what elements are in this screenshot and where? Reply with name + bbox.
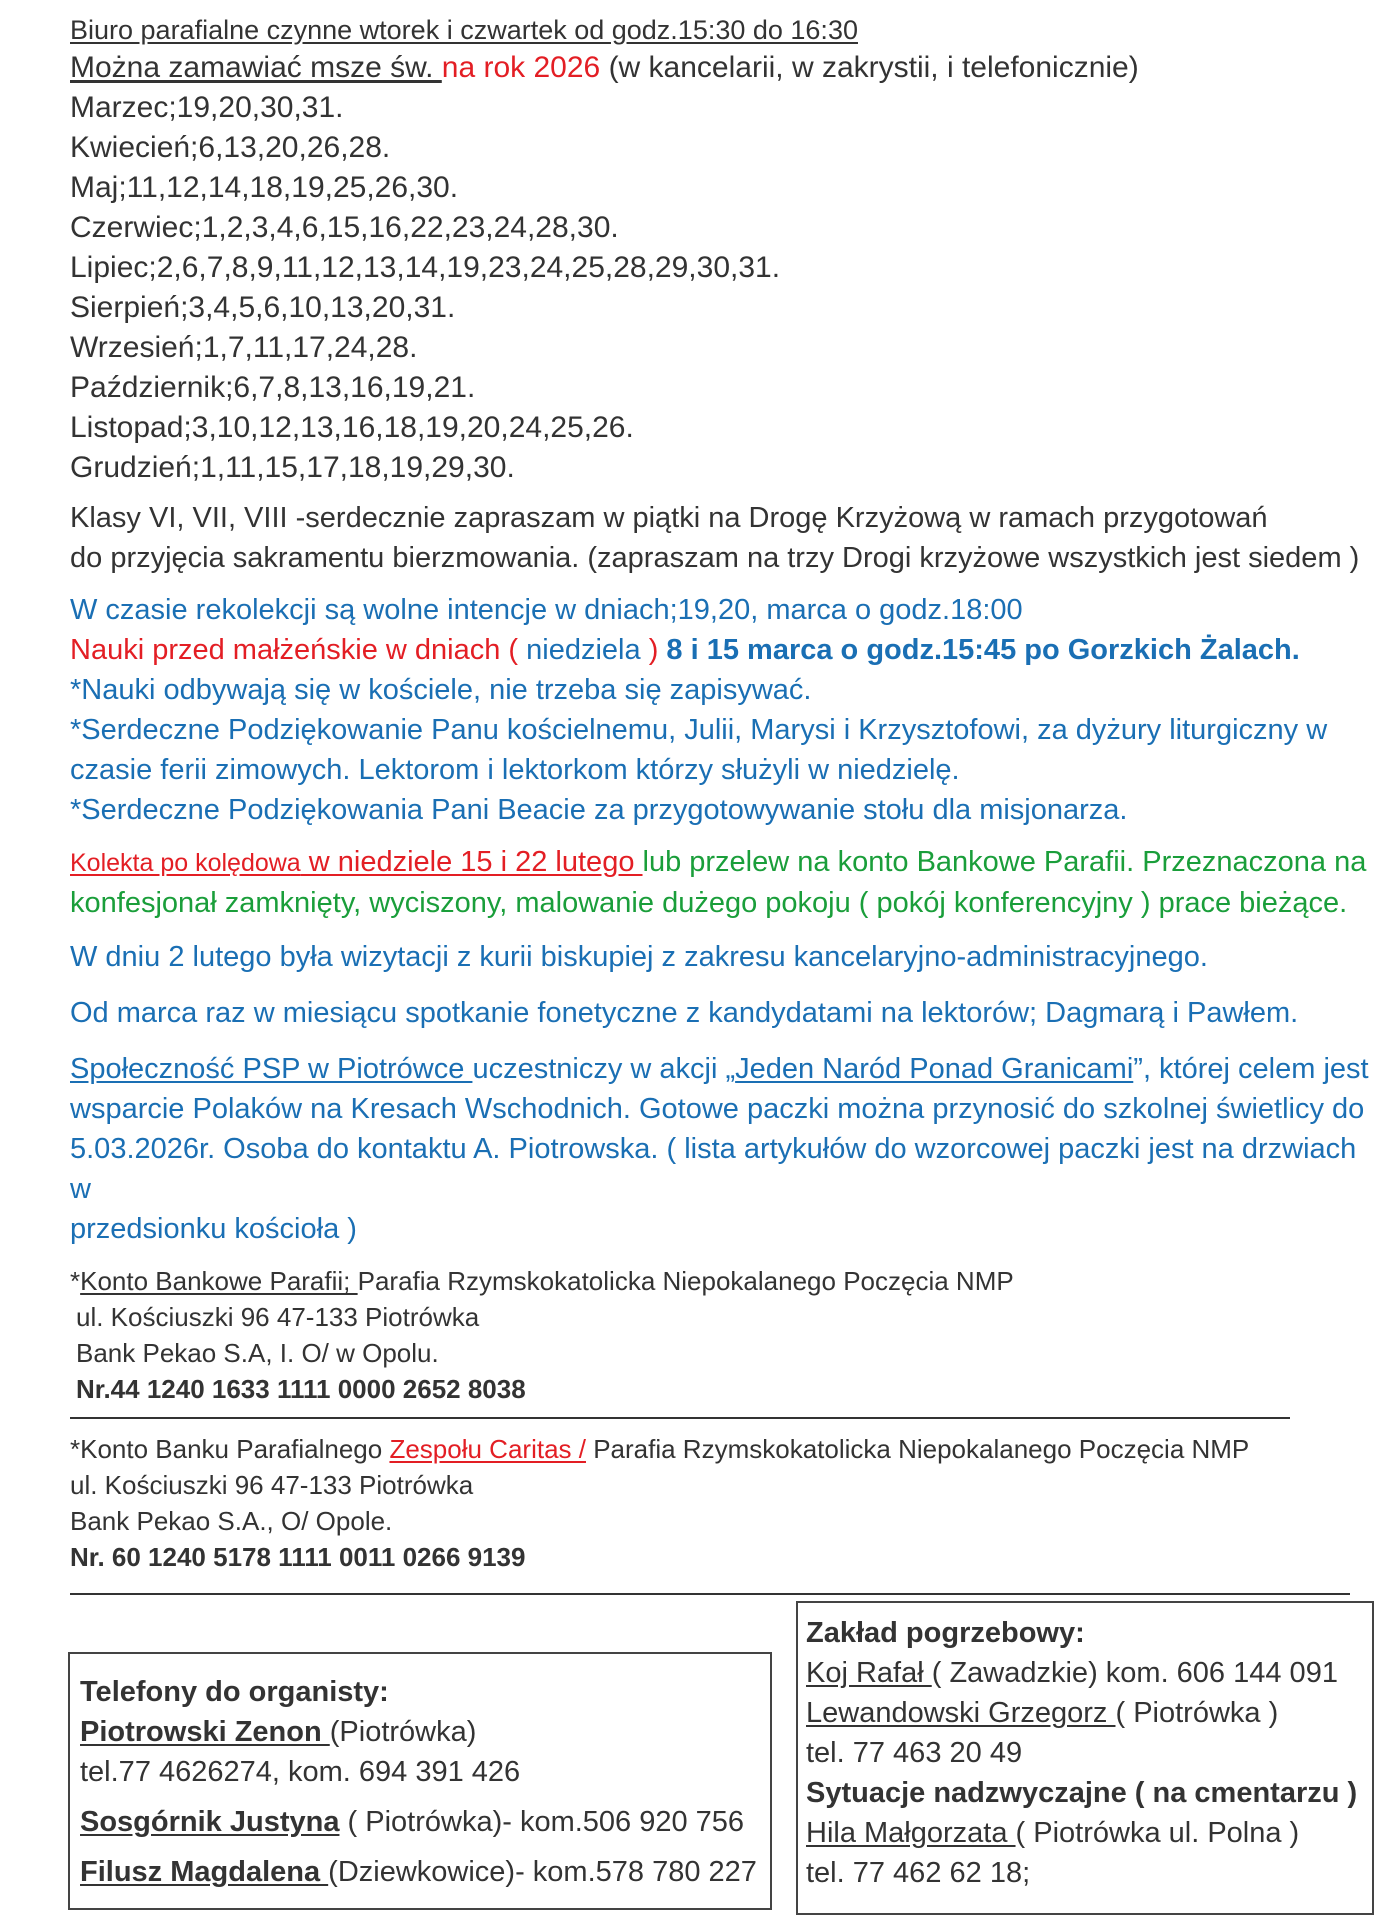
account-bank: Bank Pekao S.A, I. O/ w Opolu. bbox=[76, 1338, 439, 1368]
emergency-heading: Sytuacje nadzwyczajne ( na cmentarzu ) bbox=[806, 1777, 1358, 1809]
contact-place: ( Piotrówka ul. Polna ) bbox=[1015, 1817, 1300, 1849]
month-line: Czerwiec;1,2,3,4,6,15,16,22,23,24,28,30. bbox=[70, 211, 619, 244]
stations-of-cross-notice bbox=[70, 498, 1370, 578]
months-list bbox=[70, 88, 1370, 488]
month-line: Październik;6,7,8,13,16,19,21. bbox=[70, 371, 476, 404]
month-line: Lipiec;2,6,7,8,9,11,12,13,14,19,23,24,25,28,29,30,31. bbox=[70, 251, 781, 284]
contact-place: ( Piotrówka ) bbox=[1115, 1697, 1279, 1729]
funeral-box-title: Zakład pogrzebowy: bbox=[806, 1617, 1085, 1649]
mass-orders-label: Można zamawiać msze św. bbox=[70, 51, 442, 84]
psp-charity-notice bbox=[70, 1049, 1370, 1249]
notice-line: do przyjęcia sakramentu bierzmowania. (zapraszam na trzy Drogi krzyżowe wszystkich jest siedem ) bbox=[70, 542, 1360, 574]
collection-text: lub przelew na konto Bankowe Parafii. Przeznaczona na bbox=[642, 846, 1367, 878]
psp-school-link[interactable]: Społeczność PSP w Piotrówce bbox=[70, 1053, 473, 1085]
psp-text: ”, której celem jest bbox=[1133, 1053, 1369, 1085]
collection-dates: w niedziele 15 i 22 lutego bbox=[300, 846, 643, 878]
divider bbox=[70, 1593, 1350, 1595]
account-name: Parafia Rzymskokatolicka Niepokalanego Poczęcia NMP bbox=[585, 1434, 1250, 1464]
contact-name: Filusz Magdalena bbox=[80, 1856, 329, 1888]
bulletin-page bbox=[70, 12, 1370, 1595]
contact-phone: ( Zawadzkie) kom. 606 144 091 bbox=[931, 1657, 1338, 1689]
month-line: Marzec;19,20,30,31. bbox=[70, 91, 344, 124]
thanks-line: czasie ferii zimowych. Lektorom i lektorkom którzy służyli w niedzielę. bbox=[70, 754, 960, 786]
contact-name: Sosgórnik Justyna bbox=[80, 1806, 340, 1838]
office-hours: Biuro parafialne czynne wtorek i czwartek od godz.15:30 do 16:30 bbox=[70, 15, 858, 45]
psp-line: wsparcie Polaków na Kresach Wschodnich. Gotowe paczki można przynosić do szkolnej świetlicy do bbox=[70, 1093, 1365, 1125]
account-number: Nr. 60 1240 5178 1111 0011 0266 9139 bbox=[70, 1542, 526, 1572]
account-prefix: *Konto Banku Parafialnego bbox=[70, 1434, 390, 1464]
contact-phone: tel. 77 463 20 49 bbox=[806, 1737, 1023, 1769]
marriage-prep-text: Nauki przed małżeńskie w dniach ( bbox=[70, 634, 527, 666]
mass-orders-where: (w kancelarii, w zakrystii, i telefonicznie) bbox=[600, 51, 1139, 84]
contact-phone: ( Piotrówka)- kom.506 920 756 bbox=[339, 1806, 745, 1838]
month-line: Kwiecień;6,13,20,26,28. bbox=[70, 131, 391, 164]
collection-label: Kolekta po kolędowa bbox=[70, 849, 301, 877]
collection-notice bbox=[70, 842, 1370, 923]
organist-box-title: Telefony do organisty: bbox=[80, 1676, 389, 1708]
contact-phone: (Dziewkowice)- kom.578 780 227 bbox=[328, 1856, 757, 1888]
mass-orders-year: na rok 2026 bbox=[441, 51, 601, 84]
contact-name: Lewandowski Grzegorz bbox=[806, 1697, 1116, 1729]
collection-purpose: konfesjonał zamknięty, wyciszony, malowanie dużego pokoju ( pokój konferencyjny ) prace bieżące. bbox=[70, 887, 1348, 919]
contact-phone: tel. 77 462 62 18; bbox=[806, 1857, 1031, 1889]
visitation-notice: W dniu 2 lutego była wizytacji z kurii biskupiej z zakresu kancelaryjno-administracyjnego. bbox=[70, 941, 1208, 973]
account-address: ul. Kościuszki 96 47-133 Piotrówka bbox=[76, 1302, 480, 1332]
contact-name: Piotrowski Zenon bbox=[80, 1716, 330, 1748]
contact-place: (Piotrówka) bbox=[329, 1716, 477, 1748]
mass-orders bbox=[70, 48, 1370, 88]
account-address: ul. Kościuszki 96 47-133 Piotrówka bbox=[70, 1470, 474, 1500]
contact-name: Koj Rafał bbox=[806, 1657, 932, 1689]
month-line: Listopad;3,10,12,13,16,18,19,20,24,25,26. bbox=[70, 411, 634, 444]
contact-phone: tel.77 4626274, kom. 694 391 426 bbox=[80, 1756, 521, 1788]
month-line: Sierpień;3,4,5,6,10,13,20,31. bbox=[70, 291, 456, 324]
marriage-prep-text: ) bbox=[640, 634, 667, 666]
parish-bank-account bbox=[70, 1263, 1370, 1407]
account-number: Nr.44 1240 1633 1111 0000 2652 8038 bbox=[76, 1374, 526, 1404]
retreat-notices bbox=[70, 590, 1370, 830]
psp-text: uczestniczy w akcji „ bbox=[472, 1053, 736, 1085]
month-line: Maj;11,12,14,18,19,25,26,30. bbox=[70, 171, 459, 204]
thanks-line: *Serdeczne Podziękowanie Panu kościelnemu, Julii, Marysi i Krzysztofowi, za dyżury liturgiczny w bbox=[70, 714, 1328, 746]
marriage-prep bbox=[70, 630, 1370, 670]
retreat-intentions: W czasie rekolekcji są wolne intencje w dniach;19,20, marca o godz.18:00 bbox=[70, 594, 1023, 626]
account-bank: Bank Pekao S.A., O/ Opole. bbox=[70, 1506, 393, 1536]
thanks-line: *Serdeczne Podziękowania Pani Beacie za przygotowywanie stołu dla misjonarza. bbox=[70, 794, 1128, 826]
contact-name: Hila Małgorzata bbox=[806, 1817, 1016, 1849]
marriage-prep-note: *Nauki odbywają się w kościele, nie trzeba się zapisywać. bbox=[70, 674, 812, 706]
caritas-label: Zespołu Caritas / bbox=[389, 1434, 586, 1464]
divider bbox=[70, 1417, 1290, 1419]
caritas-bank-account bbox=[70, 1431, 1370, 1575]
month-line: Wrzesień;1,7,11,17,24,28. bbox=[70, 331, 418, 364]
marriage-prep-day: niedziela bbox=[526, 634, 641, 666]
month-line: Grudzień;1,11,15,17,18,19,29,30. bbox=[70, 451, 515, 484]
psp-campaign-link[interactable]: Jeden Naród Ponad Granicami bbox=[735, 1053, 1134, 1085]
account-prefix: * bbox=[70, 1266, 81, 1296]
psp-line: 5.03.2026r. Osoba do kontaktu A. Piotrowska. ( lista artykułów do wzorcowej paczki jest na drzwiach w bbox=[70, 1133, 1357, 1205]
organist-contacts-box bbox=[68, 1652, 772, 1910]
notice-line: Klasy VI, VII, VIII -serdecznie zapraszam w piątki na Drogę Krzyżową w ramach przygotowań bbox=[70, 502, 1268, 534]
funeral-home-box bbox=[796, 1601, 1374, 1915]
account-name: Parafia Rzymskokatolicka Niepokalanego Poczęcia NMP bbox=[357, 1266, 1014, 1296]
account-label: Konto Bankowe Parafii; bbox=[80, 1266, 358, 1296]
marriage-prep-dates: 8 i 15 marca o godz.15:45 po Gorzkich Żalach. bbox=[666, 634, 1300, 666]
phonetic-meeting-notice: Od marca raz w miesiącu spotkanie fonetyczne z kandydatami na lektorów; Dagmarą i Pawłem. bbox=[70, 997, 1299, 1029]
psp-line: przedsionku kościoła ) bbox=[70, 1213, 357, 1245]
